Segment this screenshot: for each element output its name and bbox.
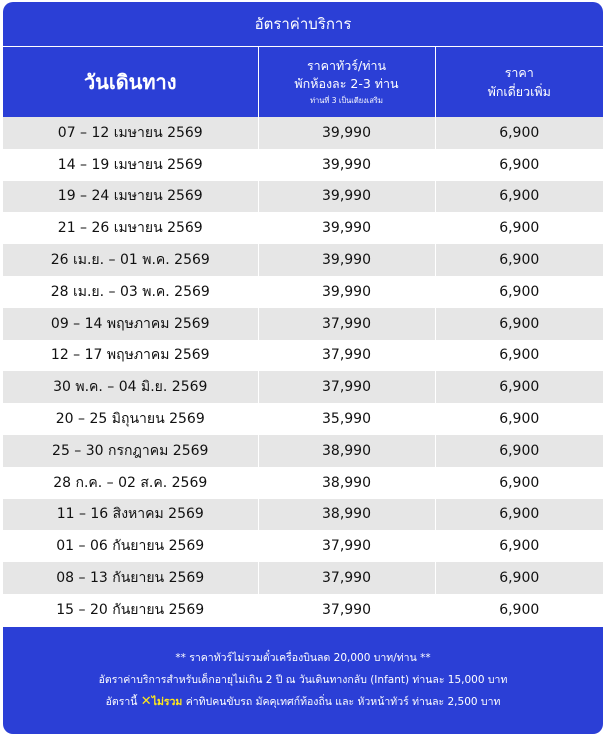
x-icon: ✕: [140, 694, 152, 710]
table-row: [3, 340, 603, 372]
footer-note-airfare: ** ราคาทัวร์ไม่รวมตั๋วเครื่องบินลด 20,000 บาท/ท่าน **: [175, 652, 431, 665]
footer-tips-suffix: ค่าทิปคนขับรถ มัคคุเทศก์ท้องถิ่น และ หัวหน้าทัวร์ ท่านละ 2,500 บาท: [182, 696, 501, 709]
footer-note-infant: อัตราค่าบริการสำหรับเด็กอายุไม่เกิน 2 ปี ณ วันเดินทางกลับ (Infant) ท่านละ 15,000 บาท: [98, 674, 508, 687]
row-single-supplement: 6,900: [435, 244, 603, 276]
row-single-supplement: 6,900: [435, 212, 603, 244]
row-price: 37,990: [258, 371, 435, 403]
row-single-supplement: 6,900: [435, 562, 603, 594]
table-row: [3, 149, 603, 181]
row-price: 39,990: [258, 149, 435, 181]
header-single-line2: พักเดี่ยวเพิ่ม: [487, 84, 551, 99]
row-single-supplement: 6,900: [435, 435, 603, 467]
row-date: 28 เม.ย. – 03 พ.ค. 2569: [3, 276, 258, 308]
footer-tips-highlight: ไม่รวม: [151, 696, 183, 709]
table-row: [3, 371, 603, 403]
row-price: 38,990: [258, 435, 435, 467]
row-price: 37,990: [258, 562, 435, 594]
row-price: 39,990: [258, 212, 435, 244]
row-date: 30 พ.ค. – 04 มิ.ย. 2569: [3, 371, 258, 403]
table-row: [3, 212, 603, 244]
row-date: 26 เม.ย. – 01 พ.ค. 2569: [3, 244, 258, 276]
row-single-supplement: 6,900: [435, 403, 603, 435]
row-date: 09 – 14 พฤษภาคม 2569: [3, 308, 258, 340]
row-date: 07 – 12 เมษายน 2569: [3, 117, 258, 149]
row-price: 38,990: [258, 467, 435, 499]
row-single-supplement: 6,900: [435, 308, 603, 340]
row-price: 39,990: [258, 276, 435, 308]
row-single-supplement: 6,900: [435, 530, 603, 562]
row-single-supplement: 6,900: [435, 467, 603, 499]
header-tour-price-line1: ราคาทัวร์/ท่าน: [306, 58, 387, 73]
row-date: 21 – 26 เมษายน 2569: [3, 212, 258, 244]
footer-note-tips: [106, 691, 501, 713]
row-price: 35,990: [258, 403, 435, 435]
row-price: 39,990: [258, 181, 435, 213]
table-row: [3, 562, 603, 594]
table-body: [3, 117, 603, 626]
price-table: [3, 46, 603, 626]
table-header-row: [3, 47, 603, 118]
table-row: [3, 467, 603, 499]
table-row: [3, 276, 603, 308]
footer-tips-prefix: อัตรานี้: [105, 696, 141, 709]
table-row: [3, 244, 603, 276]
row-price: 38,990: [258, 499, 435, 531]
table-row: [3, 435, 603, 467]
header-tour-price-line2: พักห้องละ 2-3 ท่าน: [294, 76, 399, 91]
row-single-supplement: 6,900: [435, 371, 603, 403]
row-date: 08 – 13 กันยายน 2569: [3, 562, 258, 594]
row-date: 14 – 19 เมษายน 2569: [3, 149, 258, 181]
row-date: 12 – 17 พฤษภาคม 2569: [3, 340, 258, 372]
table-row: [3, 530, 603, 562]
table-row: [3, 403, 603, 435]
row-date: 25 – 30 กรกฎาคม 2569: [3, 435, 258, 467]
row-single-supplement: 6,900: [435, 499, 603, 531]
row-price: 39,990: [258, 117, 435, 149]
table-row: [3, 117, 603, 149]
row-price: 39,990: [258, 244, 435, 276]
row-date: 15 – 20 กันยายน 2569: [3, 594, 258, 626]
table-row: [3, 499, 603, 531]
row-date: 28 ก.ค. – 02 ส.ค. 2569: [3, 467, 258, 499]
row-single-supplement: 6,900: [435, 181, 603, 213]
row-date: 11 – 16 สิงหาคม 2569: [3, 499, 258, 531]
row-single-supplement: 6,900: [435, 149, 603, 181]
footer-notes: [3, 627, 603, 734]
row-date: 20 – 25 มิถุนายน 2569: [3, 403, 258, 435]
row-price: 37,990: [258, 594, 435, 626]
page-title: อัตราค่าบริการ: [3, 2, 603, 46]
header-single-line1: ราคา: [504, 65, 534, 80]
row-single-supplement: 6,900: [435, 117, 603, 149]
row-price: 37,990: [258, 340, 435, 372]
row-single-supplement: 6,900: [435, 594, 603, 626]
header-tour-price-note: ท่านที่ 3 เป็นเตียงเสริม: [310, 96, 383, 105]
header-single-supplement: [435, 47, 603, 118]
row-single-supplement: 6,900: [435, 276, 603, 308]
row-price: 37,990: [258, 308, 435, 340]
header-tour-price: [258, 47, 435, 118]
row-single-supplement: 6,900: [435, 340, 603, 372]
row-date: 01 – 06 กันยายน 2569: [3, 530, 258, 562]
table-row: [3, 594, 603, 626]
header-travel-date: วันเดินทาง: [3, 47, 258, 118]
table-row: [3, 181, 603, 213]
row-date: 19 – 24 เมษายน 2569: [3, 181, 258, 213]
row-price: 37,990: [258, 530, 435, 562]
table-row: [3, 308, 603, 340]
